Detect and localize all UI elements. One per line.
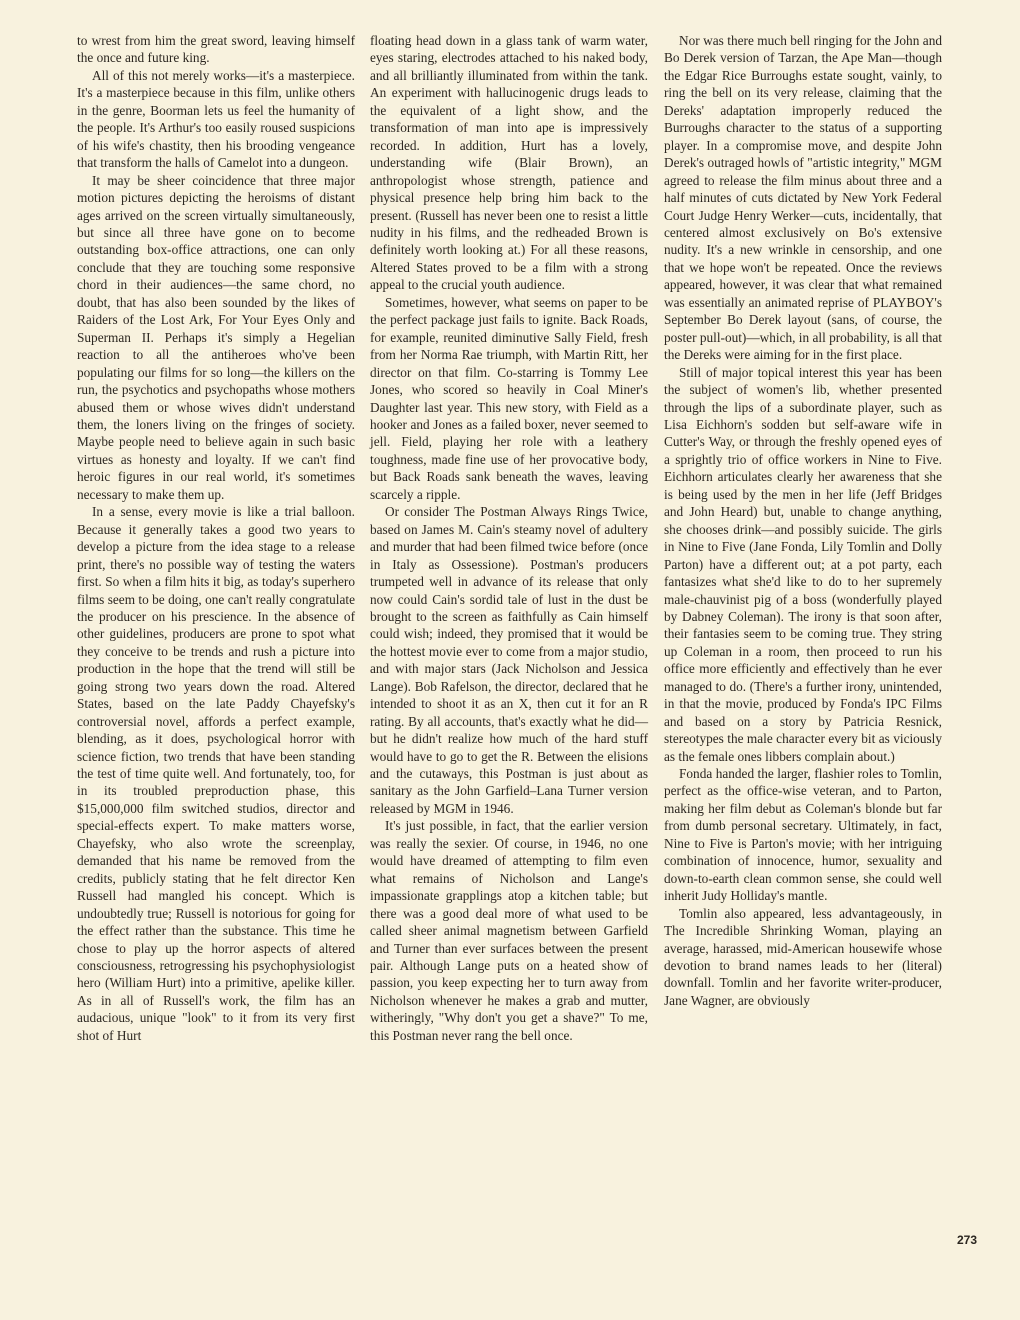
paragraph: floating head down in a glass tank of warm water, eyes staring, electrodes attached to his naked body, and all brilliantly illuminated from within the tank. An experiment with hallucinogenic drugs leads to the equivalent of a light show, and the transformation of man into ape is impressively recorded. In addition, Hurt has a lovely, understanding wife (Blair Brown), an anthropologist whose strength, patience and physical presence help bring him back to the present. (Russell has never been one to resist a little nudity in his films, and the redheaded Brown is definitely worth looking at.) For all these reasons, Altered States proved to be a film with a strong appeal to the crucial youth audience.	[370, 33, 648, 293]
paragraph: Still of major topical interest this year has been the subject of women's lib, whether presented through the lips of a subordinate player, such as Lisa Eichhorn's sodden but self-aware wife in Cutter's Way, or through the freshly opened eyes of a sprightly trio of office workers in Nine to Five. Eichhorn articulates clearly her awareness that she is being used by the men in her life (Jeff Bridges and John Heard) but, unable to change anything, she chooses drink—and possibly suicide. The girls in Nine to Five (Jane Fonda, Lily Tomlin and Dolly Parton) have a different out; at a pot party, each fantasizes what she'd like to do to her supremely male-chauvinist pig of a boss (wonderfully played by Dabney Coleman). The irony is that soon after, their fantasies seem to be coming true. They string up Coleman in a room, then proceed to run his office more efficiently and effectively than he ever managed to do. (There's a further irony, unintended, in that the movie, produced by Fonda's IPC Films and based on a story by Patricia Resnick, stereotypes the male character every bit as viciously as the female ones libbers complain about.)	[664, 364, 942, 764]
paragraph: Sometimes, however, what seems on paper to be the perfect package just fails to ignite. Back Roads, for example, reunited diminutive Sally Field, fresh from her Norma Rae triumph, with Martin Ritt, her director on that film. Co-starring is Tommy Lee Jones, who scored so heavily in Coal Miner's Daughter last year. This new story, with Field as a hooker and Jones as a failed boxer, never seemed to jell. Field, playing her role with a leathery toughness, made fine use of her provocative body, but Back Roads sank beneath the waves, leaving scarcely a ripple.	[370, 294, 648, 502]
text-column-1	[77, 32, 355, 1044]
paragraph: All of this not merely works—it's a masterpiece. It's a masterpiece because in this film, unlike others in the genre, Boorman lets us feel the humanity of the people. It's Arthur's too easily roused suspicions of his wife's chastity, then his brooding vengeance that transform the halls of Camelot into a dungeon.	[77, 67, 355, 171]
paragraph: Fonda handed the larger, flashier roles to Tomlin, perfect as the office-wise veteran, and to Parton, making her film debut as Coleman's blonde but far from dumb personal secretary. Ultimately, in fact, Nine to Five is Parton's movie; with her intriguing combination of innocence, humor, sexuality and down-to-earth clean common sense, she could well inherit Judy Holliday's mantle.	[664, 766, 942, 904]
paragraph: to wrest from him the great sword, leaving himself the once and future king.	[77, 33, 355, 66]
paragraph: In a sense, every movie is like a trial balloon. Because it generally takes a good two years to develop a picture from the idea stage to a release print, there's no possible way of testing the waters first. So when a film hits it big, as today's superhero films seem to be doing, one can't really congratulate the producer on his prescience. In the absence of other guidelines, producers are prone to spot what they conceive to be trends and rush a picture into production in the hope that the trend will still be going strong two years down the road. Altered States, based on the late Paddy Chayefsky's controversial novel, affords a perfect example, blending, as it does, psychological horror with science fiction, two trends that have been standing the test of time quite well. And fortunately, too, for in its troubled preproduction phase, this $15,000,000 film switched studios, director and special-effects expert. To make matters worse, Chayefsky, who also wrote the screenplay, demanded that his name be removed from the credits, publicly stating that he felt director Ken Russell had mangled his concept. Which is undoubtedly true; Russell is notorious for going for the effect rather than the substance. This time he chose to play up the horror aspects of altered consciousness, retrogressing his psychophysiologist hero (William Hurt) into a primitive, apelike killer. As in all of Russell's work, the film has an audacious, unique "look" to it from its very first shot of Hurt	[77, 504, 355, 1043]
page-number: 273	[957, 1233, 978, 1247]
paragraph: It may be sheer coincidence that three major motion pictures depicting the heroisms of distant ages arrived on the screen virtually simultaneously, but since all three have gone on to become outstanding box-office attractions, one can only conclude that they are touching some responsive chord in their audiences—the same chord, no doubt, that has also been sounded by the likes of Raiders of the Lost Ark, For Your Eyes Only and Superman II. Perhaps it's simply a Hegelian reaction to all the antiheroes who've been populating our films for so long—the killers on the run, the psychotics and psychopaths whose mothers abused them or whose wives didn't understand them, the loners living on the fringes of society. Maybe people need to believe again in such basic virtues as honesty and loyalty. If we can't find heroic figures in our real world, it's sometimes necessary to make them up.	[77, 172, 355, 502]
text-column-3	[664, 32, 942, 1009]
paragraph: Tomlin also appeared, less advantageously, in The Incredible Shrinking Woman, playing an average, harassed, mid-American housewife whose devotion to brand names leads to her (literal) downfall. Tomlin and her favorite writer-producer, Jane Wagner, are obviously	[664, 905, 942, 1008]
paragraph: It's just possible, in fact, that the earlier version was really the sexier. Of course, in 1946, no one would have dreamed of attempting to film even what remains of Nicholson and Lange's impassionate grapplings atop a kitchen table; but there was a good deal more of what used to be called sheer animal magnetism between Garfield and Turner than ever surfaces between the present pair. Although Lange puts on a heated show of passion, you keep expecting her to turn away from Nicholson whenever he makes a grab and mutter, witheringly, "Why don't you get a shave?" To me, this Postman never rang the bell once.	[370, 818, 648, 1043]
paragraph: Or consider The Postman Always Rings Twice, based on James M. Cain's steamy novel of adultery and murder that had been filmed twice before (once in Italy as Ossessione). Postman's producers trumpeted well in advance of its release that only now could Cain's sordid tale of lust in the dust be brought to the screen as faithfully as Cain himself could wish; indeed, they promised that it would be the hottest movie ever to come from a major studio, and with major stars (Jack Nicholson and Jessica Lange). Bob Rafelson, the director, declared that he intended to shoot it as an X, then cut it for an R rating. By all accounts, that's exactly what he did—but he didn't realize how much of the hard stuff would have to go to get the R. Between the elisions and the cutaways, this Postman is just about as sanitary as the John Garfield–Lana Turner version released by MGM in 1946.	[370, 504, 648, 816]
text-column-2	[370, 32, 648, 1044]
paragraph: Nor was there much bell ringing for the John and Bo Derek version of Tarzan, the Ape Man—though the Edgar Rice Burroughs estate sought, vainly, to ring the bell on its very release, claiming that the Dereks' adaptation improperly reduced the Burroughs character to the status of a supporting player. In a compromise move, and despite John Derek's outraged howls of "artistic integrity," MGM agreed to release the film minus about three and a half minutes of cuts dictated by New York Federal Court Judge Henry Werker—cuts, incidentally, that centered almost exclusively on Bo's extensive nudity. It's a new wrinkle in censorship, and one that we hope won't be repeated. Once the reviews appeared, however, it was clear that what remained was essentially an animated reprise of PLAYBOY's September Bo Derek layout (sans, of course, the poster pull-out)—which, in all probability, is all that the Dereks were aiming for in the first place.	[664, 33, 942, 363]
